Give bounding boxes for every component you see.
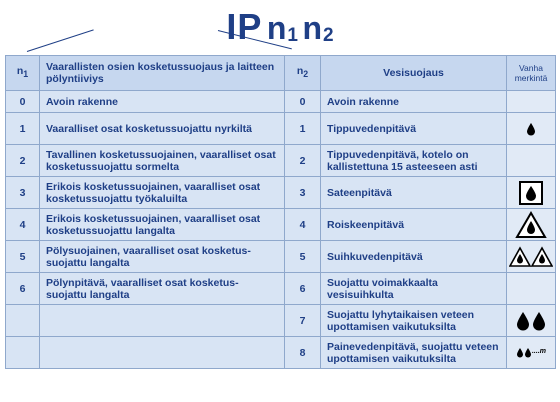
two-triangles-icon (509, 250, 553, 262)
drop-icon (526, 122, 536, 134)
row-protection: Erikois kosketussuojainen, vaaralliset osat kosketussuojattu langalta (40, 209, 285, 241)
row-n2: 7 (285, 305, 321, 337)
table-row (6, 177, 556, 209)
row-old-marking (507, 241, 556, 273)
table-row (6, 337, 556, 369)
row-old-marking (507, 113, 556, 145)
row-n1 (6, 337, 40, 369)
header-n1: $n_1$ (6, 56, 40, 91)
row-water: Suihkuvedenpitävä (321, 241, 507, 273)
table-row (6, 273, 556, 305)
header-old-marking: Vanha merkintä (507, 56, 556, 91)
row-old-marking (507, 209, 556, 241)
page-title (0, 4, 560, 50)
table-row (6, 91, 556, 113)
row-n1: 2 (6, 145, 40, 177)
title-n2-sub: 2 (323, 25, 334, 46)
row-old-marking (507, 177, 556, 209)
row-n2: 6 (285, 273, 321, 305)
row-protection: Pölynpitävä, vaaralliset osat kosketus-suojattu langalta (40, 273, 285, 305)
row-n2: 2 (285, 145, 321, 177)
title-n1-sub: 1 (287, 25, 298, 46)
row-n2: 3 (285, 177, 321, 209)
header-n2: $n_2$ (285, 56, 321, 91)
drop-in-triangle-icon (515, 218, 547, 230)
row-water: Tippuvedenpitävä, kotelo on kallistettuna 15 asteeseen asti (321, 145, 507, 177)
row-protection: Tavallinen kosketussuojainen, vaaralliset osat kosketussuojattu sormelta (40, 145, 285, 177)
drop-in-square-icon (519, 186, 543, 198)
row-n1: 6 (6, 273, 40, 305)
row-protection (40, 305, 285, 337)
row-old-marking (507, 337, 556, 369)
row-n2: 0 (285, 91, 321, 113)
row-old-marking (507, 91, 556, 113)
row-old-marking (507, 145, 556, 177)
table-row (6, 145, 556, 177)
row-water: Avoin rakenne (321, 91, 507, 113)
table-row (6, 305, 556, 337)
row-n2: 5 (285, 241, 321, 273)
row-water: Painevedenpitävä, suojattu veteen upottamisen vaikutuksilta (321, 337, 507, 369)
row-n1: 3 (6, 177, 40, 209)
row-n1: 5 (6, 241, 40, 273)
row-protection: Vaaralliset osat kosketussuojattu nyrkiltä (40, 113, 285, 145)
row-n2: 4 (285, 209, 321, 241)
header-protection: Vaarallisten osien kosketussuojaus ja laitteen pölyntiiviys (40, 56, 285, 91)
title-n2: n (302, 10, 322, 46)
row-protection (40, 337, 285, 369)
row-n1: 4 (6, 209, 40, 241)
row-n2: 8 (285, 337, 321, 369)
table-row (6, 241, 556, 273)
row-n2: 1 (285, 113, 321, 145)
row-protection: Avoin rakenne (40, 91, 285, 113)
row-n1 (6, 305, 40, 337)
table-header-row (6, 56, 556, 91)
row-water: Suojattu voimakkaalta vesisuihkulta (321, 273, 507, 305)
table-row (6, 209, 556, 241)
two-drops-m-icon (516, 346, 532, 358)
row-n1: 1 (6, 113, 40, 145)
row-old-marking (507, 305, 556, 337)
row-n1: 0 (6, 91, 40, 113)
row-water: Tippuvedenpitävä (321, 113, 507, 145)
two-drops-icon (516, 314, 546, 326)
row-old-marking (507, 273, 556, 305)
row-water: Suojattu lyhytaikaisen veteen upottamisen vaikutuksilta (321, 305, 507, 337)
header-water: Vesisuojaus (321, 56, 507, 91)
ip-code-table (5, 55, 556, 369)
row-protection: Pölysuojainen, vaaralliset osat kosketus-suojattu langalta (40, 241, 285, 273)
row-protection: Erikois kosketussuojainen, vaaralliset osat kosketussuojattu työkaluilta (40, 177, 285, 209)
old-marking-label: ....m (531, 348, 546, 356)
row-water: Sateenpitävä (321, 177, 507, 209)
title-n1: n (266, 10, 287, 46)
table-row (6, 113, 556, 145)
title-ip: IP (226, 6, 263, 47)
row-water: Roiskeenpitävä (321, 209, 507, 241)
